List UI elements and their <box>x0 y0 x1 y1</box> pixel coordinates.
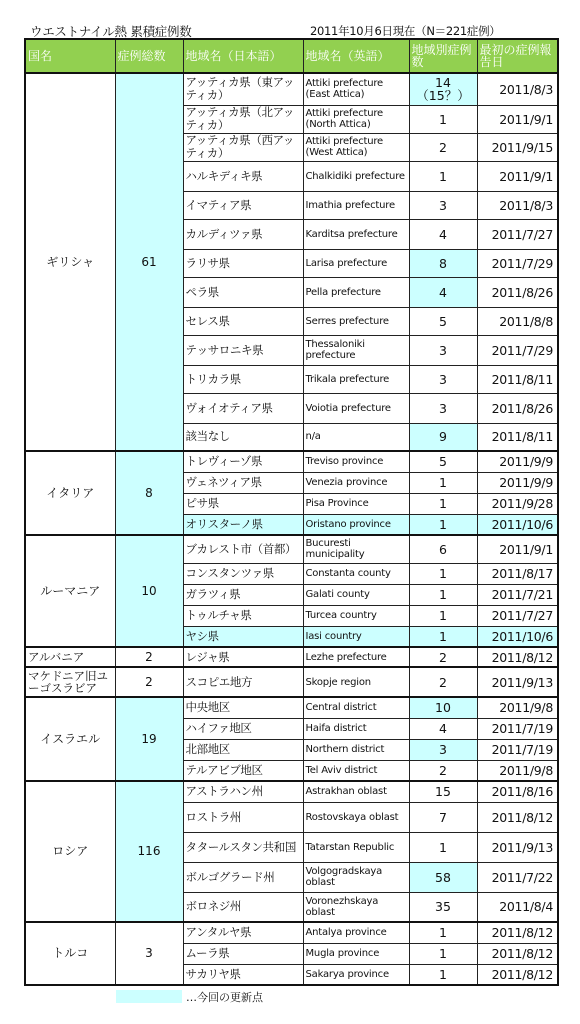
country-total: 2 <box>115 647 183 667</box>
region-count: 1 <box>409 943 477 964</box>
country-name: イタリア <box>25 451 115 535</box>
first-report-date: 2011/7/27 <box>477 219 558 249</box>
region-count: 1 <box>409 832 477 862</box>
table-body <box>25 73 558 985</box>
first-report-date: 2011/7/29 <box>477 249 558 277</box>
first-report-date: 2011/7/27 <box>477 605 558 626</box>
legend-swatch <box>116 990 182 1003</box>
first-report-date: 2011/8/11 <box>477 365 558 393</box>
first-report-date: 2011/9/8 <box>477 760 558 781</box>
region-count: 5 <box>409 451 477 472</box>
case-table <box>24 38 559 986</box>
region-name-en: Volgogradskaya oblast <box>303 862 409 892</box>
region-name-ja: ラリサ県 <box>183 249 303 277</box>
region-name-en: Attiki prefecture (West Attica) <box>303 133 409 161</box>
country-total: 10 <box>115 535 183 647</box>
first-report-date: 2011/9/9 <box>477 451 558 472</box>
first-report-date: 2011/8/16 <box>477 781 558 802</box>
first-report-date: 2011/7/29 <box>477 335 558 365</box>
region-count: 1 <box>409 493 477 514</box>
country-total: 61 <box>115 73 183 451</box>
region-name-ja: 北部地区 <box>183 739 303 760</box>
country-name: トルコ <box>25 922 115 985</box>
region-name-en: n/a <box>303 423 409 451</box>
region-name-ja: トレヴィーゾ県 <box>183 451 303 472</box>
region-count: 3 <box>409 739 477 760</box>
region-count: 1 <box>409 514 477 535</box>
country-name: マケドニア旧ユーゴスラビア <box>25 667 115 697</box>
country-total: 116 <box>115 781 183 922</box>
region-name-ja: ヤシ県 <box>183 626 303 647</box>
first-report-date: 2011/9/15 <box>477 133 558 161</box>
region-count: 1 <box>409 563 477 584</box>
table-row <box>25 647 558 667</box>
header-region-en: 地域名（英語） <box>303 39 409 73</box>
first-report-date: 2011/9/9 <box>477 472 558 493</box>
first-report-date: 2011/8/12 <box>477 802 558 832</box>
region-name-en: Turcea country <box>303 605 409 626</box>
region-name-ja: ピサ県 <box>183 493 303 514</box>
first-report-date: 2011/8/12 <box>477 943 558 964</box>
first-report-date: 2011/9/1 <box>477 535 558 563</box>
first-report-date: 2011/8/4 <box>477 892 558 922</box>
country-total: 2 <box>115 667 183 697</box>
first-report-date: 2011/9/1 <box>477 105 558 133</box>
region-name-en: Thessaloniki prefecture <box>303 335 409 365</box>
region-name-en: Skopje region <box>303 667 409 697</box>
region-name-ja: セレス県 <box>183 307 303 335</box>
region-name-ja: イマティア県 <box>183 191 303 219</box>
region-name-en: Venezia province <box>303 472 409 493</box>
region-count: 1 <box>409 626 477 647</box>
region-name-ja: タタールスタン共和国 <box>183 832 303 862</box>
region-count: 15 <box>409 781 477 802</box>
region-name-en: Tatarstan Republic <box>303 832 409 862</box>
region-name-ja: スコピエ地方 <box>183 667 303 697</box>
region-name-ja: コンスタンツァ県 <box>183 563 303 584</box>
first-report-date: 2011/8/26 <box>477 393 558 423</box>
country-total: 8 <box>115 451 183 535</box>
first-report-date: 2011/10/6 <box>477 626 558 647</box>
region-name-en: Pella prefecture <box>303 277 409 307</box>
region-name-en: Chalkidiki prefecture <box>303 161 409 191</box>
region-name-en: Antalya province <box>303 922 409 943</box>
region-count: 2 <box>409 760 477 781</box>
region-name-en: Lezhe prefecture <box>303 647 409 667</box>
region-name-ja: ボロネジ州 <box>183 892 303 922</box>
first-report-date: 2011/8/12 <box>477 922 558 943</box>
table-row <box>25 922 558 943</box>
first-report-date: 2011/8/12 <box>477 647 558 667</box>
region-count: 3 <box>409 335 477 365</box>
first-report-date: 2011/8/11 <box>477 423 558 451</box>
region-name-ja: ブカレスト市（首都） <box>183 535 303 563</box>
region-name-en: Iasi country <box>303 626 409 647</box>
country-name: ロシア <box>25 781 115 922</box>
region-count: 1 <box>409 105 477 133</box>
first-report-date: 2011/9/8 <box>477 697 558 718</box>
title-row <box>24 22 556 38</box>
region-name-en: Trikala prefecture <box>303 365 409 393</box>
region-count: 10 <box>409 697 477 718</box>
region-name-ja: ボルゴグラード州 <box>183 862 303 892</box>
region-count: 3 <box>409 393 477 423</box>
region-count: 2 <box>409 133 477 161</box>
region-name-en: Central district <box>303 697 409 718</box>
first-report-date: 2011/8/17 <box>477 563 558 584</box>
region-count: 1 <box>409 584 477 605</box>
table-row <box>25 535 558 563</box>
region-name-ja: アッティカ県（北アッティカ） <box>183 105 303 133</box>
region-name-en: Pisa Province <box>303 493 409 514</box>
region-name-en: Constanta county <box>303 563 409 584</box>
header-row <box>25 39 558 73</box>
date-note: 2011年10月6日現在（N＝221症例） <box>310 24 501 38</box>
table-row <box>25 451 558 472</box>
region-name-ja: ハイファ地区 <box>183 718 303 739</box>
region-name-en: Northern district <box>303 739 409 760</box>
first-report-date: 2011/7/19 <box>477 739 558 760</box>
region-count: 2 <box>409 647 477 667</box>
first-report-date: 2011/9/13 <box>477 667 558 697</box>
region-name-en: Tel Aviv district <box>303 760 409 781</box>
table-row <box>25 781 558 802</box>
region-count: 4 <box>409 718 477 739</box>
first-report-date: 2011/7/21 <box>477 584 558 605</box>
region-name-en: Rostovskaya oblast <box>303 802 409 832</box>
region-name-en: Larisa prefecture <box>303 249 409 277</box>
region-name-ja: サカリヤ県 <box>183 964 303 985</box>
region-count: 1 <box>409 472 477 493</box>
region-name-en: Mugla province <box>303 943 409 964</box>
region-name-ja: レジャ県 <box>183 647 303 667</box>
country-name: ギリシャ <box>25 73 115 451</box>
region-count: 2 <box>409 667 477 697</box>
region-name-ja: トゥルチャ県 <box>183 605 303 626</box>
first-report-date: 2011/8/12 <box>477 964 558 985</box>
document-title: ウエストナイル熱 累積症例数 <box>30 24 192 39</box>
region-name-ja: ヴォイオティア県 <box>183 393 303 423</box>
first-report-date: 2011/7/22 <box>477 862 558 892</box>
region-name-ja: アッティカ県（西アッティカ） <box>183 133 303 161</box>
region-name-ja: ハルキディキ県 <box>183 161 303 191</box>
first-report-date: 2011/8/26 <box>477 277 558 307</box>
first-report-date: 2011/8/3 <box>477 73 558 105</box>
region-name-en: Astrakhan oblast <box>303 781 409 802</box>
first-report-date: 2011/9/1 <box>477 161 558 191</box>
region-count: 3 <box>409 365 477 393</box>
region-name-en: Haifa district <box>303 718 409 739</box>
region-count: 1 <box>409 161 477 191</box>
region-name-en: Attiki prefecture (East Attica) <box>303 73 409 105</box>
region-name-ja: ペラ県 <box>183 277 303 307</box>
table-row <box>25 697 558 718</box>
region-name-en: Voiotia prefecture <box>303 393 409 423</box>
region-name-en: Voronezhskaya oblast <box>303 892 409 922</box>
header-count: 地域別症例数 <box>409 39 477 73</box>
table-row <box>25 667 558 697</box>
header-first-report: 最初の症例報告日 <box>477 39 558 73</box>
region-name-ja: ガラツィ県 <box>183 584 303 605</box>
region-name-ja: ムーラ県 <box>183 943 303 964</box>
region-name-ja: 該当なし <box>183 423 303 451</box>
region-count: 35 <box>409 892 477 922</box>
region-count: 14（15？） <box>409 73 477 105</box>
country-name: ルーマニア <box>25 535 115 647</box>
region-name-ja: ヴェネツィア県 <box>183 472 303 493</box>
first-report-date: 2011/9/28 <box>477 493 558 514</box>
region-name-en: Bucuresti municipality <box>303 535 409 563</box>
region-name-ja: アッティカ県（東アッティカ） <box>183 73 303 105</box>
region-name-ja: オリスターノ県 <box>183 514 303 535</box>
first-report-date: 2011/7/19 <box>477 718 558 739</box>
region-count: 1 <box>409 605 477 626</box>
legend-text: …今回の更新点 <box>186 991 263 1004</box>
region-count: 1 <box>409 922 477 943</box>
region-name-en: Serres prefecture <box>303 307 409 335</box>
region-count: 5 <box>409 307 477 335</box>
region-name-ja: アストラハン州 <box>183 781 303 802</box>
region-name-en: Treviso province <box>303 451 409 472</box>
region-count: 4 <box>409 219 477 249</box>
region-count: 6 <box>409 535 477 563</box>
first-report-date: 2011/9/13 <box>477 832 558 862</box>
country-total: 3 <box>115 922 183 985</box>
header-region-ja: 地域名（日本語） <box>183 39 303 73</box>
country-name: アルバニア <box>25 647 115 667</box>
header-total: 症例総数 <box>115 39 183 73</box>
region-name-en: Imathia prefecture <box>303 191 409 219</box>
first-report-date: 2011/8/3 <box>477 191 558 219</box>
region-count: 8 <box>409 249 477 277</box>
region-count: 4 <box>409 277 477 307</box>
region-name-en: Sakarya province <box>303 964 409 985</box>
region-name-en: Galati county <box>303 584 409 605</box>
first-report-date: 2011/8/8 <box>477 307 558 335</box>
region-name-ja: 中央地区 <box>183 697 303 718</box>
table-row <box>25 73 558 105</box>
region-count: 3 <box>409 191 477 219</box>
country-name: イスラエル <box>25 697 115 781</box>
region-name-ja: ロストラ州 <box>183 802 303 832</box>
region-name-ja: テッサロニキ県 <box>183 335 303 365</box>
region-count: 9 <box>409 423 477 451</box>
country-total: 19 <box>115 697 183 781</box>
region-name-ja: アンタルヤ県 <box>183 922 303 943</box>
region-name-ja: トリカラ県 <box>183 365 303 393</box>
region-name-en: Attiki prefecture (North Attica) <box>303 105 409 133</box>
region-name-en: Oristano province <box>303 514 409 535</box>
first-report-date: 2011/10/6 <box>477 514 558 535</box>
region-name-en: Karditsa prefecture <box>303 219 409 249</box>
region-count: 7 <box>409 802 477 832</box>
header-country: 国名 <box>25 39 115 73</box>
region-name-ja: カルディツァ県 <box>183 219 303 249</box>
region-count: 58 <box>409 862 477 892</box>
region-name-ja: テルアビブ地区 <box>183 760 303 781</box>
region-count: 1 <box>409 964 477 985</box>
